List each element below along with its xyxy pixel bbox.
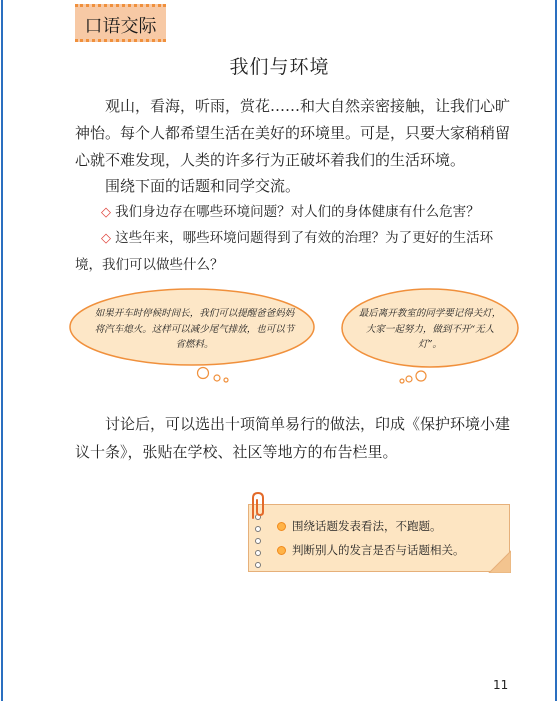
thought-dot (400, 379, 404, 383)
tip-text: 判断别人的发言是否与话题相关。 (292, 543, 465, 557)
thought-dot (416, 371, 426, 381)
thought-dot (198, 368, 209, 379)
page-title: 我们与环境 (229, 56, 330, 78)
bullet-dot-icon (277, 546, 286, 555)
thought-dot (214, 375, 220, 381)
bubble-right-text: 最后离开教室的同学要记得关灯，大家一起努力，做到不开“无人灯”。 (358, 308, 502, 350)
question-text: 我们身边存在哪些环境问题？对人们的身体健康有什么危害？ (115, 204, 480, 220)
notebook-rings (249, 505, 511, 573)
thought-dot (224, 378, 228, 382)
instruction-paragraph: 围绕下面的话题和同学交流。 (105, 177, 301, 195)
page-number: 11 (493, 678, 509, 692)
tip-item (277, 542, 465, 558)
intro-paragraph: 观山，看海，听雨，赏花……和大自然亲密接触，让我们心旷神怡。每个人都希望生活在美好的环境里。可是，只要大家稍稍留心就不难发现，人类的许多行为正破坏着我们的生活环境。 (75, 97, 511, 169)
thought-dot (406, 376, 412, 382)
discussion-paragraph: 讨论后，可以选出十项简单易行的做法，印成《保护环境小建议十条》，张贴在学校、社区等地方的布告栏里。 (75, 415, 511, 461)
diamond-icon: ◇ (101, 231, 116, 246)
section-label-text: 口语交际 (84, 16, 157, 37)
diamond-icon: ◇ (101, 205, 116, 220)
bubble-left-text: 如果开车时停候时间长，我们可以提醒爸爸妈妈将汽车熄火。这样可以减少尾气排放，也可以节省燃料。 (94, 308, 295, 350)
tips-note (248, 504, 510, 572)
tip-item (277, 518, 442, 534)
paperclip-icon (246, 490, 268, 520)
tip-text: 围绕话题发表看法，不跑题。 (292, 519, 442, 533)
bullet-dot-icon (277, 522, 286, 531)
question-text: 这些年来，哪些环境问题得到了有效的治理？为了更好的生活环境，我们可以做些什么？ (75, 230, 494, 273)
